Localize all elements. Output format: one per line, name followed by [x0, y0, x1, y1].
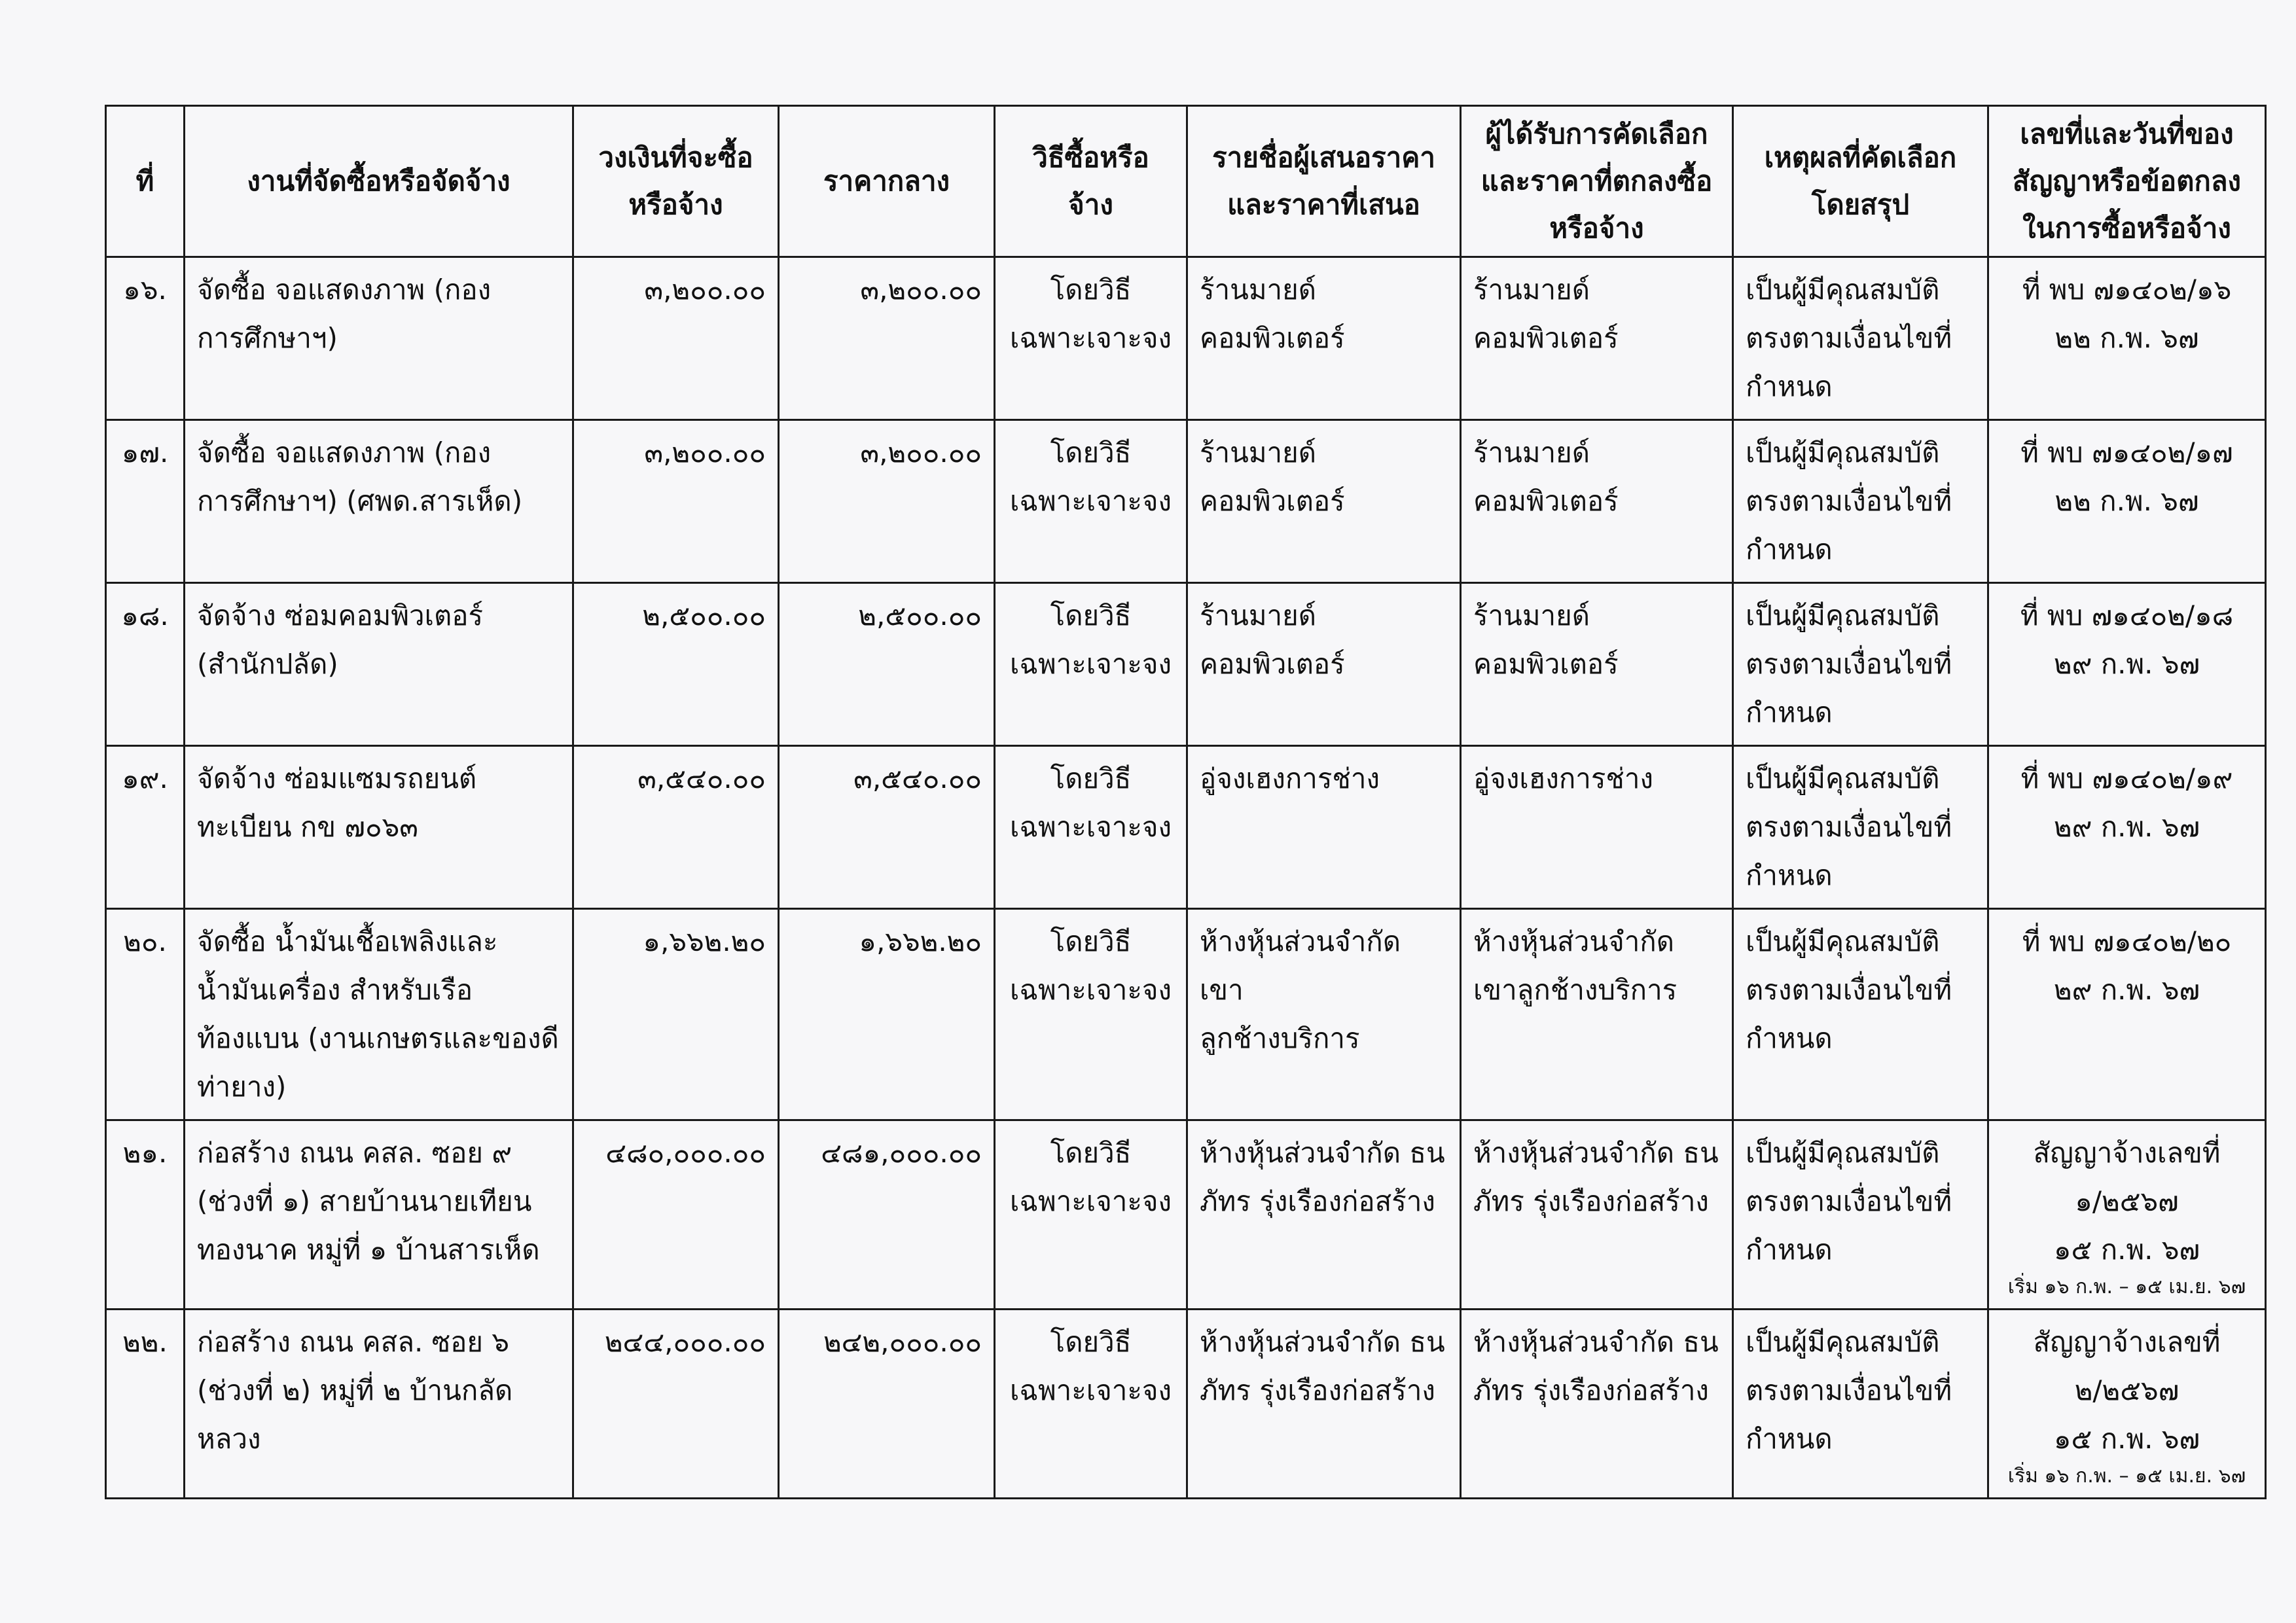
cell-text-line: ๒๙ ก.พ. ๖๗ — [2053, 974, 2200, 1006]
cell-text-line: ตรงตามเงื่อนไขที่ — [1746, 1374, 1952, 1406]
cell-text-line: กำหนด — [1746, 859, 1833, 891]
table-row — [106, 420, 2266, 583]
cell-text-line: ที่ พบ ๗๑๔๐๒/๑๘ — [2020, 599, 2234, 632]
cell-no — [106, 257, 185, 420]
cell-median-price — [779, 583, 995, 746]
cell-text-line: ๑,๖๖๒.๒๐ — [643, 925, 766, 957]
cell-text-line: ก่อสร้าง ถนน คสล. ซอย ๖ — [197, 1326, 510, 1358]
cell-text-line: คอมพิวเตอร์ — [1473, 485, 1619, 517]
cell-budget — [573, 746, 779, 909]
cell-no — [106, 746, 185, 909]
cell-selected — [1461, 1310, 1733, 1499]
cell-text-line: หลวง — [197, 1423, 261, 1455]
cell-work — [185, 257, 573, 420]
cell-text-line: ๑,๖๖๒.๒๐ — [859, 925, 982, 957]
cell-text-line: ๑๗. — [121, 437, 169, 469]
cell-bidders — [1187, 420, 1461, 583]
cell-text-line: กำหนด — [1746, 1423, 1833, 1455]
cell-contract — [1988, 1310, 2266, 1499]
cell-text-line: ๑๙. — [122, 762, 168, 794]
cell-method — [995, 257, 1187, 420]
cell-text-line: ๔๘๐,๐๐๐.๐๐ — [605, 1137, 766, 1169]
cell-text-line: ก่อสร้าง ถนน คสล. ซอย ๙ — [197, 1137, 512, 1169]
cell-text-line: ห้างหุ้นส่วนจำกัด ธน — [1200, 1326, 1445, 1358]
cell-budget — [573, 1310, 779, 1499]
cell-median-price — [779, 420, 995, 583]
cell-text-line: การศึกษาฯ) — [197, 322, 338, 354]
cell-reason — [1733, 909, 1988, 1120]
cell-text-line: ๑๕ ก.พ. ๖๗ — [2053, 1234, 2200, 1266]
cell-text-line: ทองนาค หมู่ที่ ๑ บ้านสารเห็ด — [197, 1234, 540, 1266]
cell-bidders — [1187, 583, 1461, 746]
header-no: ที่ — [106, 106, 185, 257]
cell-median-price — [779, 1120, 995, 1310]
cell-no — [106, 583, 185, 746]
cell-text-line: กำหนด — [1746, 696, 1833, 728]
cell-text-line: ร้านมายด์ — [1200, 274, 1317, 306]
cell-text-line: เฉพาะเจาะจง — [1009, 648, 1172, 680]
cell-text-line: ๒๔๒,๐๐๐.๐๐ — [823, 1326, 982, 1358]
cell-work — [185, 420, 573, 583]
cell-no — [106, 909, 185, 1120]
cell-text-line: กำหนด — [1746, 1022, 1833, 1054]
cell-text-line: ๑๘. — [121, 599, 169, 632]
cell-text-line: กำหนด — [1746, 1234, 1833, 1266]
cell-text-line: กำหนด — [1746, 370, 1833, 402]
cell-reason — [1733, 1120, 1988, 1310]
cell-contract — [1988, 746, 2266, 909]
cell-text-line: สัญญาจ้างเลขที่ — [2033, 1137, 2221, 1169]
cell-text-line: ๒๙ ก.พ. ๖๗ — [2053, 648, 2200, 680]
cell-bidders — [1187, 746, 1461, 909]
header-bidders: รายชื่อผู้เสนอราคา และราคาที่เสนอ — [1187, 106, 1461, 257]
cell-text-line: เป็นผู้มีคุณสมบัติ — [1746, 1137, 1940, 1169]
cell-text-line: โดยวิธี — [1050, 1137, 1132, 1169]
cell-reason — [1733, 420, 1988, 583]
cell-bidders — [1187, 909, 1461, 1120]
cell-budget — [573, 420, 779, 583]
cell-text-line: เฉพาะเจาะจง — [1009, 322, 1172, 354]
table-row — [106, 1310, 2266, 1499]
cell-text-line: ร้านมายด์ — [1473, 437, 1590, 469]
cell-budget — [573, 257, 779, 420]
cell-text-line: ห้างหุ้นส่วนจำกัด ธน — [1200, 1137, 1445, 1169]
cell-budget — [573, 1120, 779, 1310]
cell-text-line: เป็นผู้มีคุณสมบัติ — [1746, 437, 1940, 469]
cell-text-line: คอมพิวเตอร์ — [1473, 648, 1619, 680]
cell-text-line: ๑๖. — [123, 274, 167, 306]
cell-text-line: ๓,๕๔๐.๐๐ — [853, 762, 982, 794]
header-contract: เลขที่และวันที่ของ สัญญาหรือข้อตกลง ในการซื้อหรือจ้าง — [1988, 106, 2266, 257]
cell-text-line: อู่จงเฮงการช่าง — [1200, 762, 1380, 794]
cell-text-line: ๒๑. — [122, 1137, 168, 1169]
cell-median-price — [779, 1310, 995, 1499]
cell-text-line: โดยวิธี — [1050, 1326, 1132, 1358]
cell-text-line: ที่ พบ ๗๑๔๐๒/๒๐ — [2022, 925, 2232, 957]
cell-work — [185, 746, 573, 909]
cell-text-line: เขาลูกช้างบริการ — [1473, 974, 1677, 1006]
cell-contract — [1988, 1120, 2266, 1310]
cell-budget — [573, 583, 779, 746]
cell-text-line: ตรงตามเงื่อนไขที่ — [1746, 811, 1952, 843]
cell-text-line: เฉพาะเจาะจง — [1009, 811, 1172, 843]
table-row — [106, 909, 2266, 1120]
cell-text-line: ลูกช้างบริการ — [1200, 1022, 1360, 1054]
cell-work — [185, 583, 573, 746]
header-budget: วงเงินที่จะซื้อ หรือจ้าง — [573, 106, 779, 257]
cell-text-line: เริ่ม ๑๖ ก.พ. – ๑๕ เม.ย. ๖๗ — [2007, 1465, 2246, 1488]
cell-text-line: กำหนด — [1746, 533, 1833, 565]
cell-reason — [1733, 746, 1988, 909]
cell-text-line: โดยวิธี — [1050, 274, 1132, 306]
cell-text-line: จัดจ้าง ซ่อมแซมรถยนต์ — [197, 762, 477, 794]
cell-text-line: ภัทร รุ่งเรืองก่อสร้าง — [1200, 1374, 1435, 1406]
cell-text-line: ๒๔๔,๐๐๐.๐๐ — [604, 1326, 766, 1358]
cell-text-line: เป็นผู้มีคุณสมบัติ — [1746, 1326, 1940, 1358]
cell-text-line: ๒/๒๕๖๗ — [2074, 1374, 2179, 1406]
cell-method — [995, 909, 1187, 1120]
cell-median-price — [779, 909, 995, 1120]
cell-no — [106, 1120, 185, 1310]
cell-bidders — [1187, 257, 1461, 420]
cell-text-line: เฉพาะเจาะจง — [1009, 1185, 1172, 1217]
cell-contract — [1988, 909, 2266, 1120]
cell-text-line: เป็นผู้มีคุณสมบัติ — [1746, 274, 1940, 306]
header-selected: ผู้ได้รับการคัดเลือก และราคาที่ตกลงซื้อ หรือจ้าง — [1461, 106, 1733, 257]
cell-text-line: ๓,๒๐๐.๐๐ — [860, 274, 982, 306]
cell-text-line: ๑๕ ก.พ. ๖๗ — [2053, 1423, 2200, 1455]
cell-method — [995, 746, 1187, 909]
cell-text-line: ห้างหุ้นส่วนจำกัด ธน — [1473, 1137, 1719, 1169]
cell-text-line: ๒๐. — [123, 925, 167, 957]
cell-text-line: คอมพิวเตอร์ — [1200, 648, 1345, 680]
cell-text-line: โดยวิธี — [1050, 437, 1132, 469]
cell-contract — [1988, 420, 2266, 583]
cell-text-line: ๑/๒๕๖๗ — [2075, 1185, 2179, 1217]
table-body — [106, 257, 2266, 1499]
cell-text-line: ๒,๕๐๐.๐๐ — [642, 599, 766, 632]
cell-text-line: โดยวิธี — [1050, 925, 1132, 957]
cell-text-line: ๒๒ ก.พ. ๖๗ — [2054, 485, 2199, 517]
cell-text-line: เป็นผู้มีคุณสมบัติ — [1746, 925, 1940, 957]
cell-work — [185, 1120, 573, 1310]
cell-text-line: ท่ายาง) — [197, 1071, 287, 1103]
procurement-table — [105, 105, 2267, 1499]
cell-text-line: ที่ พบ ๗๑๔๐๒/๑๖ — [2022, 274, 2232, 306]
cell-method — [995, 1120, 1187, 1310]
cell-text-line: ๒,๕๐๐.๐๐ — [858, 599, 982, 632]
cell-contract — [1988, 257, 2266, 420]
cell-work — [185, 909, 573, 1120]
cell-text-line: เริ่ม ๑๖ ก.พ. – ๑๕ เม.ย. ๖๗ — [2007, 1275, 2246, 1298]
cell-text-line: ๒๒. — [122, 1326, 168, 1358]
cell-text-line: ร้านมายด์ — [1473, 599, 1590, 632]
cell-text-line: ที่ พบ ๗๑๔๐๒/๑๗ — [2020, 437, 2233, 469]
cell-text-line: เป็นผู้มีคุณสมบัติ — [1746, 762, 1940, 794]
cell-text-line: (สำนักปลัด) — [197, 648, 338, 680]
cell-selected — [1461, 1120, 1733, 1310]
cell-text-line: ๒๒ ก.พ. ๖๗ — [2054, 322, 2199, 354]
cell-text-line: เฉพาะเจาะจง — [1009, 485, 1172, 517]
cell-text-line: น้ำมันเครื่อง สำหรับเรือ — [197, 974, 473, 1006]
cell-reason — [1733, 1310, 1988, 1499]
table-row — [106, 746, 2266, 909]
cell-text-line: จัดจ้าง ซ่อมคอมพิวเตอร์ — [197, 599, 484, 632]
cell-reason — [1733, 257, 1988, 420]
cell-text-line: ที่ พบ ๗๑๔๐๒/๑๙ — [2020, 762, 2233, 794]
cell-reason — [1733, 583, 1988, 746]
cell-text-line: จัดซื้อ น้ำมันเชื้อเพลิงและ — [197, 925, 498, 957]
cell-text-line: โดยวิธี — [1050, 599, 1132, 632]
cell-method — [995, 583, 1187, 746]
cell-text-line: เฉพาะเจาะจง — [1009, 1374, 1172, 1406]
cell-text-line: เป็นผู้มีคุณสมบัติ — [1746, 599, 1940, 632]
header-median-price: ราคากลาง — [779, 106, 995, 257]
cell-method — [995, 1310, 1187, 1499]
cell-text-line: จัดซื้อ จอแสดงภาพ (กอง — [197, 274, 492, 306]
cell-budget — [573, 909, 779, 1120]
cell-text-line: คอมพิวเตอร์ — [1200, 322, 1345, 354]
cell-text-line: จัดซื้อ จอแสดงภาพ (กอง — [197, 437, 492, 469]
cell-text-line: ห้างหุ้นส่วนจำกัด เขา — [1200, 925, 1401, 1006]
cell-selected — [1461, 746, 1733, 909]
cell-text-line: ตรงตามเงื่อนไขที่ — [1746, 322, 1952, 354]
cell-text-line: โดยวิธี — [1050, 762, 1132, 794]
cell-text-line: เฉพาะเจาะจง — [1009, 974, 1172, 1006]
cell-text-line: (ช่วงที่ ๒) หมู่ที่ ๒ บ้านกลัด — [197, 1374, 513, 1406]
cell-text-line: คอมพิวเตอร์ — [1473, 322, 1619, 354]
cell-text-line: ตรงตามเงื่อนไขที่ — [1746, 485, 1952, 517]
cell-text-line: ๓,๒๐๐.๐๐ — [644, 437, 766, 469]
cell-work — [185, 1310, 573, 1499]
table-row — [106, 583, 2266, 746]
cell-text-line: ท้องแบน (งานเกษตรและของดี — [197, 1022, 559, 1054]
cell-no — [106, 1310, 185, 1499]
cell-text-line: ตรงตามเงื่อนไขที่ — [1746, 648, 1952, 680]
table-row — [106, 257, 2266, 420]
cell-text-line: ๓,๕๔๐.๐๐ — [637, 762, 766, 794]
cell-text-line: ตรงตามเงื่อนไขที่ — [1746, 1185, 1952, 1217]
header-method: วิธีซื้อหรือ จ้าง — [995, 106, 1187, 257]
cell-text-line: ห้างหุ้นส่วนจำกัด — [1473, 925, 1675, 957]
cell-selected — [1461, 420, 1733, 583]
cell-selected — [1461, 583, 1733, 746]
cell-text-line: ตรงตามเงื่อนไขที่ — [1746, 974, 1952, 1006]
cell-selected — [1461, 257, 1733, 420]
cell-text-line: ทะเบียน กข ๗๐๖๓ — [197, 811, 419, 843]
cell-text-line: ร้านมายด์ — [1200, 437, 1317, 469]
cell-text-line: ๔๘๑,๐๐๐.๐๐ — [821, 1137, 982, 1169]
header-work: งานที่จัดซื้อหรือจัดจ้าง — [185, 106, 573, 257]
cell-text-line: ห้างหุ้นส่วนจำกัด ธน — [1473, 1326, 1719, 1358]
cell-text-line: ๓,๒๐๐.๐๐ — [860, 437, 982, 469]
cell-text-line: การศึกษาฯ) (ศพด.สารเห็ด) — [197, 485, 523, 517]
cell-text-line: ภัทร รุ่งเรืองก่อสร้าง — [1200, 1185, 1435, 1217]
cell-median-price — [779, 746, 995, 909]
cell-text-line: อู่จงเฮงการช่าง — [1473, 762, 1654, 794]
cell-contract — [1988, 583, 2266, 746]
cell-text-line: ๓,๒๐๐.๐๐ — [644, 274, 766, 306]
header-reason: เหตุผลที่คัดเลือก โดยสรุป — [1733, 106, 1988, 257]
cell-text-line: ร้านมายด์ — [1473, 274, 1590, 306]
cell-selected — [1461, 909, 1733, 1120]
cell-text-line: ๒๙ ก.พ. ๖๗ — [2053, 811, 2200, 843]
cell-text-line: ภัทร รุ่งเรืองก่อสร้าง — [1473, 1185, 1709, 1217]
cell-method — [995, 420, 1187, 583]
cell-no — [106, 420, 185, 583]
cell-text-line: ร้านมายด์ — [1200, 599, 1317, 632]
cell-text-line: (ช่วงที่ ๑) สายบ้านนายเทียน — [197, 1185, 532, 1217]
cell-bidders — [1187, 1120, 1461, 1310]
cell-text-line: คอมพิวเตอร์ — [1200, 485, 1345, 517]
table-row — [106, 1120, 2266, 1310]
cell-text-line: ภัทร รุ่งเรืองก่อสร้าง — [1473, 1374, 1709, 1406]
cell-text-line: สัญญาจ้างเลขที่ — [2033, 1326, 2221, 1358]
cell-median-price — [779, 257, 995, 420]
table-header-row — [106, 106, 2266, 257]
cell-bidders — [1187, 1310, 1461, 1499]
